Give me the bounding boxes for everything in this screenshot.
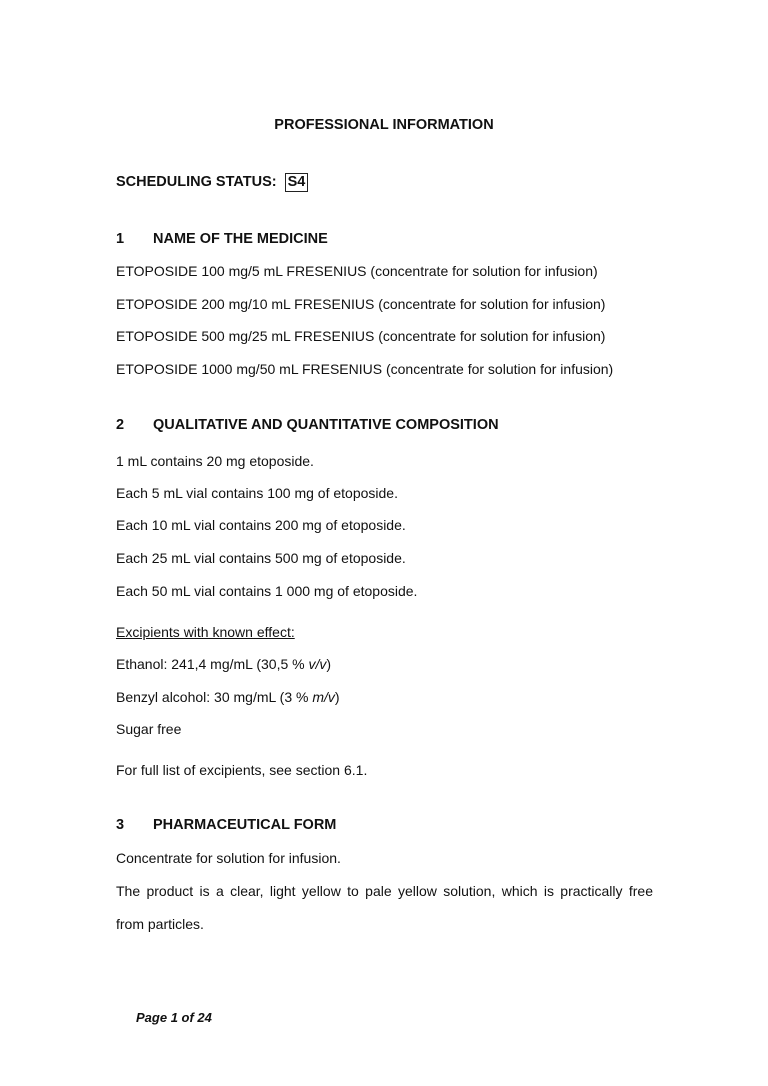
section-2-number: 2 <box>116 417 125 433</box>
section-2-title: QUALITATIVE AND QUANTITATIVE COMPOSITION <box>153 417 499 433</box>
scheduling-status-value: S4 <box>285 173 309 192</box>
medicine-name-line: ETOPOSIDE 200 mg/10 mL FRESENIUS (concentrate for solution for infusion) <box>116 296 606 312</box>
medicine-name-line: ETOPOSIDE 500 mg/25 mL FRESENIUS (concentrate for solution for infusion) <box>116 328 606 344</box>
composition-line: Each 25 mL vial contains 500 mg of etoposide. <box>116 550 406 566</box>
medicine-name-line: ETOPOSIDE 1000 mg/50 mL FRESENIUS (concentrate for solution for infusion) <box>116 361 614 377</box>
composition-line: Each 10 mL vial contains 200 mg of etoposide. <box>116 517 406 533</box>
scheduling-status-label: SCHEDULING STATUS: <box>116 174 277 190</box>
page-number <box>136 1010 212 1025</box>
benzyl-close: ) <box>334 689 340 705</box>
page-prefix: Page <box>136 1010 171 1025</box>
benzyl-unit: m/v <box>312 689 335 705</box>
form-description-line: The product is a clear, light yellow to pale yellow solution, which is practically free <box>116 883 653 899</box>
composition-line: 1 mL contains 20 mg etoposide. <box>116 453 314 469</box>
ethanol-close: ) <box>326 656 332 672</box>
section-1-number: 1 <box>116 231 125 247</box>
sugar-free-line: Sugar free <box>116 721 182 737</box>
page-current: 1 <box>170 1010 178 1025</box>
section-3-title: PHARMACEUTICAL FORM <box>153 817 337 833</box>
medicine-name-line: ETOPOSIDE 100 mg/5 mL FRESENIUS (concentrate for solution for infusion) <box>116 263 598 279</box>
excipients-heading: Excipients with known effect: <box>116 624 295 640</box>
section-3-number: 3 <box>116 817 125 833</box>
benzyl-alcohol-line <box>116 689 340 705</box>
composition-line: Each 50 mL vial contains 1 000 mg of etoposide. <box>116 583 418 599</box>
composition-line: Each 5 mL vial contains 100 mg of etoposide. <box>116 485 398 501</box>
document-title: PROFESSIONAL INFORMATION <box>274 117 494 133</box>
ethanol-unit: v/v <box>308 656 327 672</box>
form-line: Concentrate for solution for infusion. <box>116 850 341 866</box>
page-middle: of <box>177 1010 198 1025</box>
full-list-line: For full list of excipients, see section 6.1. <box>116 762 368 778</box>
benzyl-text: Benzyl alcohol: 30 mg/mL (3 % <box>116 689 313 705</box>
ethanol-line <box>116 656 331 672</box>
form-description-line: from particles. <box>116 916 204 932</box>
ethanol-text: Ethanol: 241,4 mg/mL (30,5 % <box>116 656 309 672</box>
page-total: 24 <box>197 1010 212 1025</box>
section-1-title: NAME OF THE MEDICINE <box>153 231 328 247</box>
scheduling-status <box>116 173 308 192</box>
